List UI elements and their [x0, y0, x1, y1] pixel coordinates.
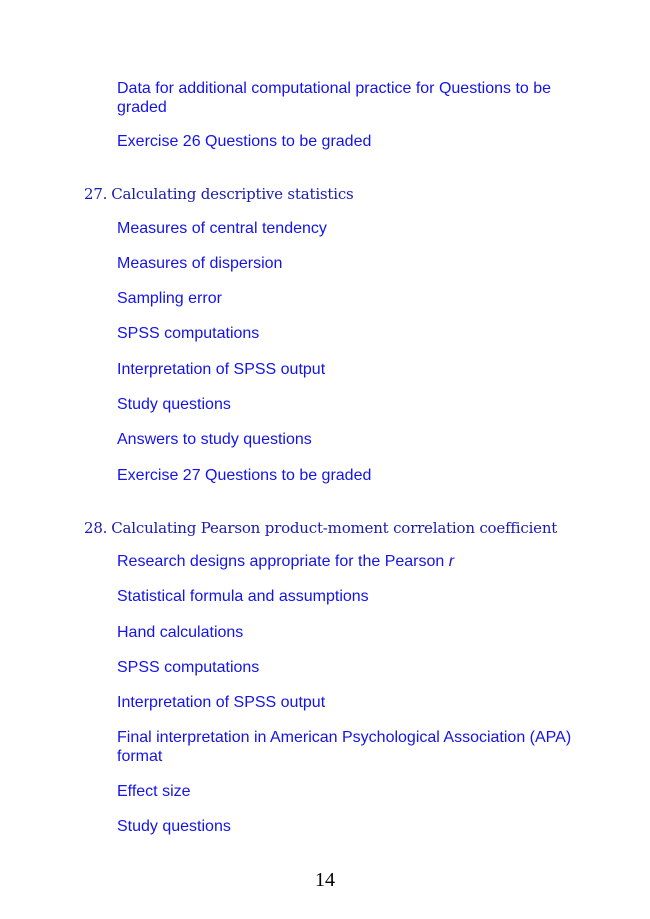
toc-link-spss-output-28[interactable]: Interpretation of SPSS output — [117, 694, 326, 711]
toc-link-statistical-formula[interactable]: Statistical formula and assumptions — [117, 588, 369, 605]
toc-link-pearson-research-designs[interactable] — [117, 552, 577, 571]
page-number: 14 — [315, 869, 335, 891]
pearson-r-symbol: r — [448, 553, 455, 570]
toc-link-spss-output-27[interactable]: Interpretation of SPSS output — [117, 361, 326, 378]
chapter-28-heading[interactable] — [84, 518, 604, 538]
chapter-27-heading[interactable] — [84, 184, 604, 204]
chapter-28-number: 28. — [84, 519, 108, 537]
toc-link-exercise-27[interactable]: Exercise 27 Questions to be graded — [117, 467, 372, 484]
toc-link-additional-practice-data[interactable]: Data for additional computational practice for Questions to be graded — [117, 80, 552, 116]
toc-link-spss-computations-28[interactable]: SPSS computations — [117, 659, 260, 676]
toc-link-answers-study-questions[interactable]: Answers to study questions — [117, 431, 312, 448]
toc-link-spss-computations-27[interactable]: SPSS computations — [117, 325, 260, 342]
toc-link-study-questions-27[interactable]: Study questions — [117, 396, 231, 413]
chapter-27-title: Calculating descriptive statistics — [111, 185, 354, 203]
toc-link-central-tendency[interactable]: Measures of central tendency — [117, 220, 327, 237]
chapter-27-number: 27. — [84, 185, 108, 203]
toc-link-hand-calculations[interactable]: Hand calculations — [117, 624, 244, 641]
toc-link-exercise-26[interactable]: Exercise 26 Questions to be graded — [117, 133, 372, 150]
toc-link-study-questions-28[interactable]: Study questions — [117, 818, 231, 835]
pearson-designs-label: Research designs appropriate for the Pearson — [117, 553, 449, 570]
toc-link-dispersion[interactable]: Measures of dispersion — [117, 255, 283, 272]
chapter-28-title: Calculating Pearson product-moment correlation coefficient — [111, 519, 558, 537]
toc-link-apa-interpretation[interactable]: Final interpretation in American Psychological Association (APA) format — [117, 729, 572, 765]
toc-link-effect-size[interactable]: Effect size — [117, 783, 191, 800]
toc-link-sampling-error[interactable]: Sampling error — [117, 290, 222, 307]
